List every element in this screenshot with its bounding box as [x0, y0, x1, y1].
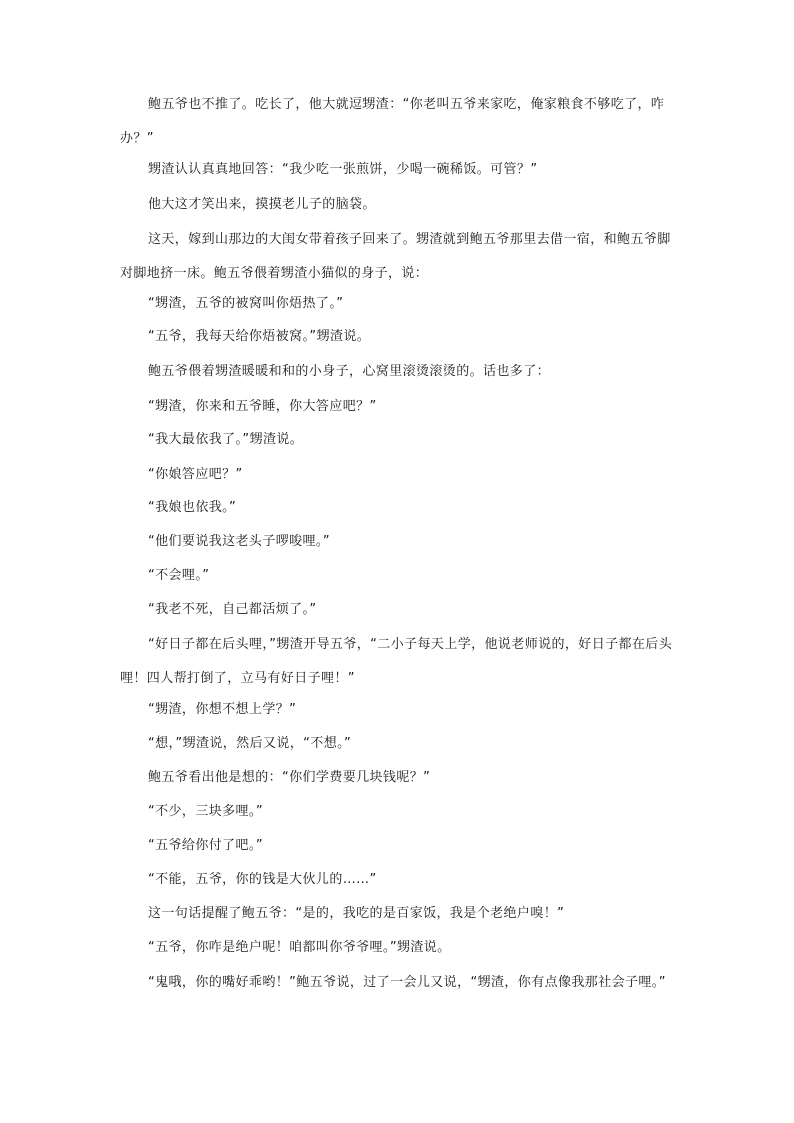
paragraph: “我大最依我了。”甥渣说。 [148, 432, 304, 447]
paragraph: 鲍五爷看出他是想的：“你们学费要几块钱呢？” [148, 770, 431, 785]
paragraph: 鲍五爷也不推了。吃长了，他大就逗甥渣：“你老叫五爷来家吃，俺家粮食不够吃了，咋办？” [120, 97, 665, 146]
paragraph: “好日子都在后头哩，”甥渣开导五爷，“二小子每天上学，他说老师说的，好日子都在后头哩！四人帮打倒了，立马有好日子哩！” [120, 637, 673, 686]
paragraph: “五爷，你咋是绝户呢！咱都叫你爷爷哩。”甥渣说。 [148, 940, 451, 955]
paragraph: 甥渣认认真真地回答：“我少吃一张煎饼，少喝一碗稀饭。可管？” [148, 162, 538, 177]
paragraph: “我娘也依我。” [148, 500, 237, 515]
paragraph: 他大这才笑出来，摸摸老儿子的脑袋。 [148, 197, 376, 212]
paragraph: “五爷，我每天给你焐被窝。”甥渣说。 [148, 329, 371, 344]
paragraph: “你娘答应吧？” [148, 467, 243, 482]
paragraph: 鲍五爷偎着甥渣暖暖和和的小身子，心窝里滚烫滚烫的。话也多了： [148, 364, 551, 379]
paragraph: “不少，三块多哩。” [148, 804, 263, 819]
paragraph: “我老不死，自己都活烦了。” [148, 602, 317, 617]
paragraph: “五爷给你付了吧。” [148, 838, 263, 853]
paragraph: “甥渣，五爷的被窝叫你焐热了。” [148, 296, 344, 311]
paragraph: “他们要说我这老头子啰唆哩。” [148, 534, 330, 549]
paragraph: 这一句话提醒了鲍五爷：“是的，我吃的是百家饭，我是个老绝户嗅！” [148, 906, 565, 921]
paragraph: “鬼哦，你的嘴好乖哟！”鲍五爷说，过了一会儿又说，“甥渣，你有点像我那社会子哩。” [148, 975, 666, 990]
paragraph: “甥渣，你想不想上学？” [148, 702, 297, 717]
paragraph: “不能，五爷，你的钱是大伙儿的……” [148, 872, 377, 887]
paragraph: “不会哩。” [148, 568, 210, 583]
paragraph: 这天，嫁到山那边的大闺女带着孩子回来了。甥渣就到鲍五爷那里去借一宿，和鲍五爷脚对脚地挤一床。鲍五爷偎着甥渣小猫似的身子，说： [120, 232, 671, 281]
paragraph: “想，”甥渣说，然后又说，“不想。” [148, 736, 352, 751]
paragraph: “甥渣，你来和五爷睡，你大答应吧？” [148, 399, 377, 414]
